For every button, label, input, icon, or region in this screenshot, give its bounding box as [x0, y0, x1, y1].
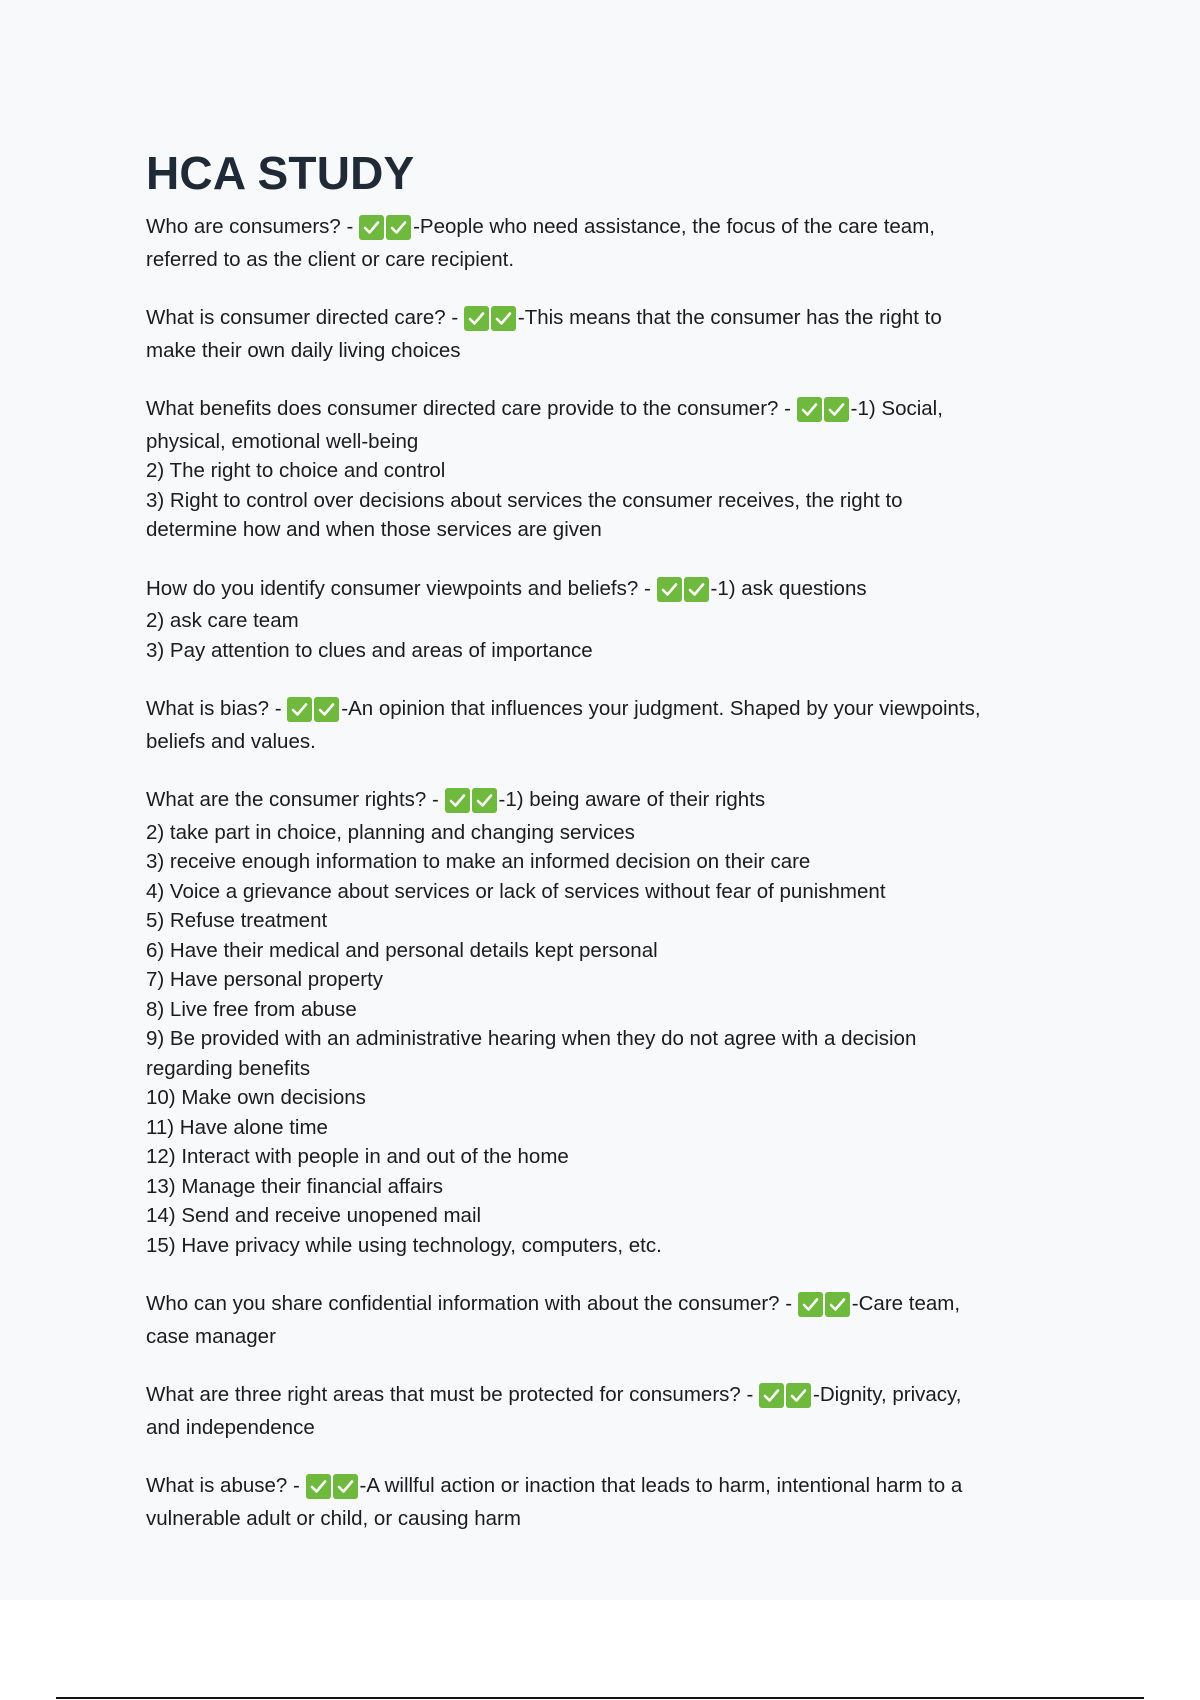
answer-marker: [445, 788, 499, 818]
answer-marker: [797, 397, 851, 427]
check-mark-icon: [657, 577, 682, 602]
qa-entry: [146, 785, 1076, 1260]
question-text: What is abuse? -: [146, 1474, 306, 1497]
answer-marker: [359, 215, 413, 245]
answer-marker: [759, 1383, 813, 1413]
question-text: What is bias? -: [146, 697, 288, 720]
check-mark-icon: [306, 1474, 331, 1499]
qa-list: [146, 212, 1076, 1533]
qa-entry: [146, 212, 1076, 274]
question-text: Who are consumers? -: [146, 215, 360, 238]
question-text: How do you identify consumer viewpoints and beliefs? -: [146, 576, 657, 600]
check-mark-icon: [359, 215, 384, 240]
question-text: Who can you share confidential information with about the consumer? -: [146, 1292, 798, 1315]
answer-marker: [798, 1292, 852, 1322]
check-mark-icon: [472, 788, 497, 813]
qa-entry: [146, 303, 1076, 365]
answer-text: -An opinion that influences your judgment. Shaped by your viewpoints, beliefs and values.: [146, 697, 981, 753]
answer-marker: [306, 1474, 360, 1504]
check-mark-icon: [798, 1292, 823, 1317]
check-mark-icon: [684, 577, 709, 602]
answer-text: -1) Social, physical, emotional well-being 2) The right to choice and control 3) Right to control over decisions about services the consumer receives, the right to determine how and when those services are given: [146, 397, 943, 541]
answer-marker: [287, 697, 341, 727]
answer-marker: [464, 306, 518, 336]
document-title: HCA STUDY: [146, 147, 415, 199]
answer-text: -1) ask questions 2) ask care team 3) Pay attention to clues and areas of importance: [146, 576, 867, 662]
check-mark-icon: [314, 697, 339, 722]
qa-entry: [146, 1380, 1076, 1442]
check-mark-icon: [287, 697, 312, 722]
answer-marker: [657, 577, 711, 607]
answer-text: -Dignity, privacy, and independence: [146, 1383, 962, 1439]
qa-entry: [146, 694, 1076, 756]
question-text: What are the consumer rights? -: [146, 788, 445, 811]
footer-divider: [56, 1697, 1144, 1699]
question-text: What benefits does consumer directed care provide to the consumer? -: [146, 397, 797, 420]
check-mark-icon: [759, 1383, 784, 1408]
qa-entry: [146, 574, 1076, 666]
question-text: What are three right areas that must be protected for consumers? -: [146, 1383, 760, 1406]
document-content: [146, 146, 1076, 1562]
check-mark-icon: [386, 215, 411, 240]
qa-entry: [146, 1289, 1076, 1351]
check-mark-icon: [445, 788, 470, 813]
qa-entry: [146, 1471, 1076, 1533]
check-mark-icon: [491, 306, 516, 331]
check-mark-icon: [797, 397, 822, 422]
check-mark-icon: [786, 1383, 811, 1408]
answer-text: -This means that the consumer has the right to make their own daily living choices: [146, 306, 942, 362]
check-mark-icon: [464, 306, 489, 331]
answer-text: -A willful action or inaction that leads to harm, intentional harm to a vulnerable adult or child, or causing harm: [146, 1474, 963, 1530]
question-text: What is consumer directed care? -: [146, 306, 464, 329]
answer-text: -People who need assistance, the focus of the care team, referred to as the client or care recipient.: [146, 215, 935, 271]
check-mark-icon: [333, 1474, 358, 1499]
answer-text: -Care team, case manager: [146, 1292, 961, 1348]
check-mark-icon: [824, 397, 849, 422]
answer-text: -1) being aware of their rights 2) take part in choice, planning and changing services 3) receive enough information to make an informed decision on their care 4) Voice a grievance about services or lack of services without fear of punishment 5) Refuse treatment 6) Have their medical and personal details kept personal 7) Have personal property 8) Live free from abuse 9) Be provided with an administrative hearing when they do not agree with a decision regarding benefits 10) Make own decisions 11) Have alone time 12) Interact with people in and out of the home 13) Manage their financial affairs 14) Send and receive unopened mail 15) Have privacy while using technology, computers, etc.: [146, 788, 917, 1257]
qa-entry: [146, 394, 1076, 545]
check-mark-icon: [825, 1292, 850, 1317]
